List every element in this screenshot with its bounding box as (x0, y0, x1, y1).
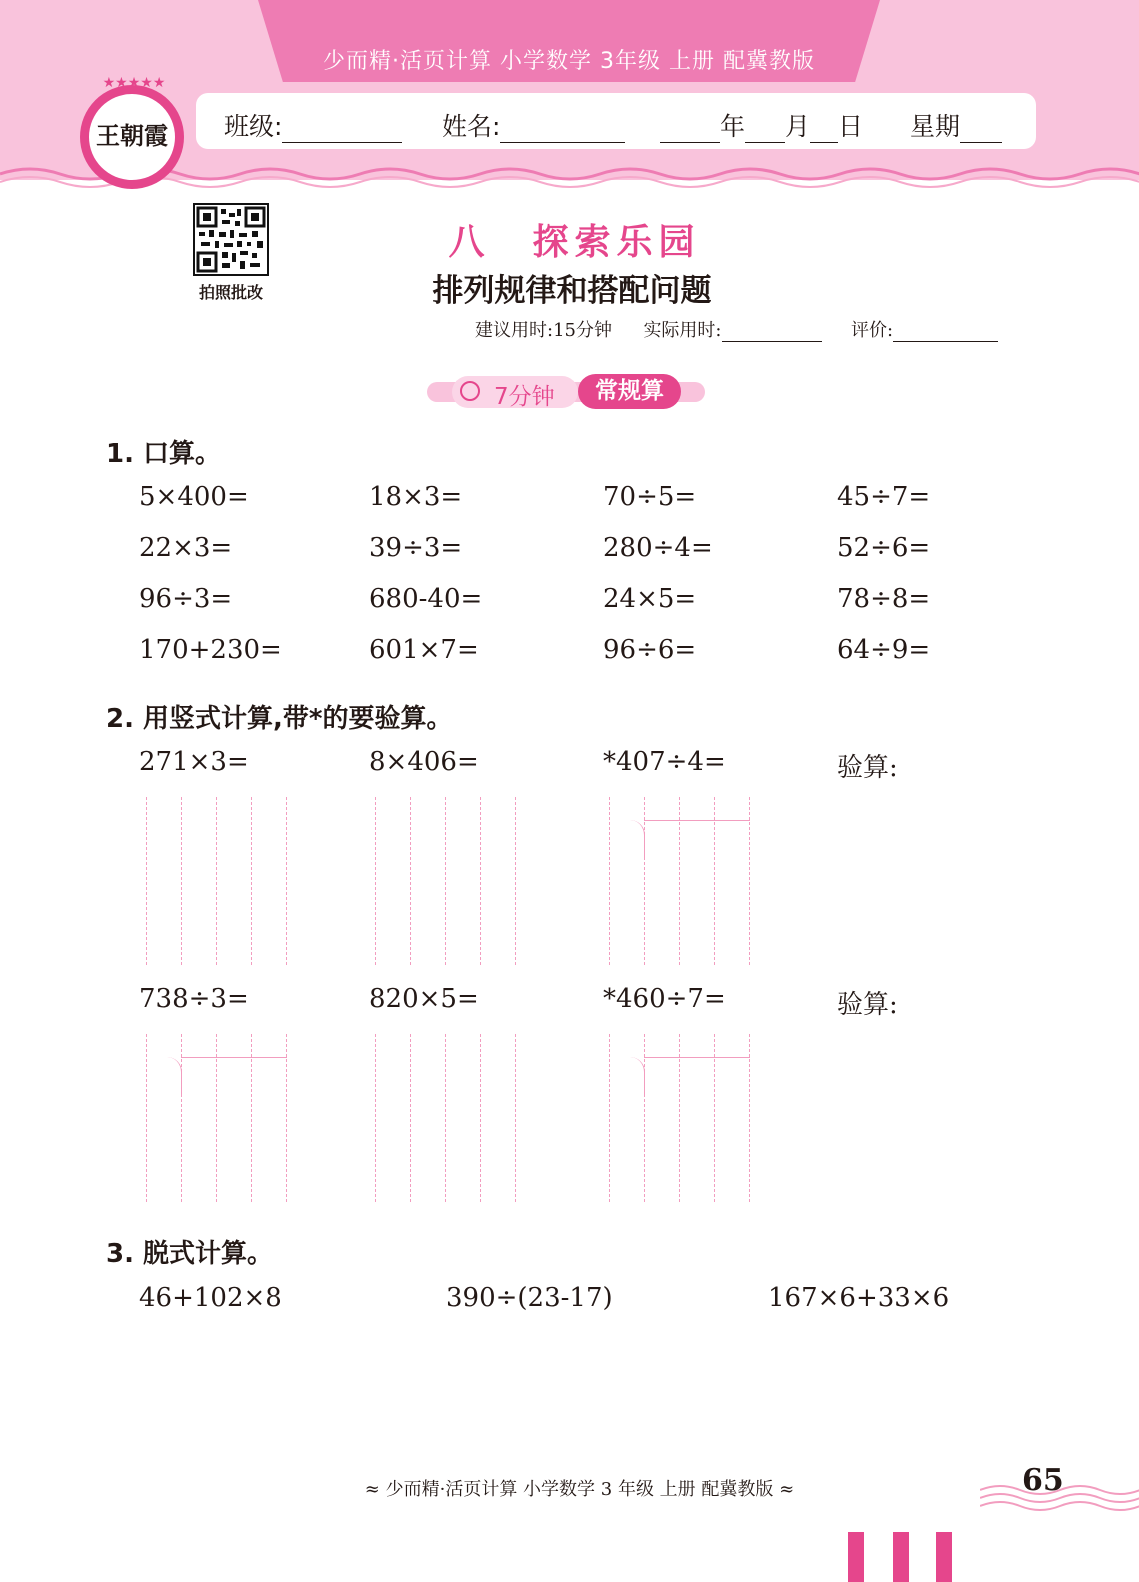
lesson-title: 排列规律和搭配问题 (432, 273, 712, 309)
clock-icon (460, 381, 480, 401)
oral-problem: 96÷3= (139, 584, 233, 614)
weekday-blank[interactable] (960, 116, 1002, 143)
section1-title: 1. 口算。 (106, 439, 222, 469)
section3-title: 3. 脱式计算。 (106, 1239, 274, 1269)
vertical-problem: 271×3= (139, 747, 249, 777)
stepwise-problem: 390÷(23-17) (446, 1283, 613, 1313)
month-blank[interactable] (745, 116, 785, 143)
name-label: 姓名: (442, 112, 501, 141)
star-icon: ★ (152, 75, 166, 91)
qr-label: 拍照批改 (198, 283, 263, 302)
time-row (475, 316, 998, 342)
oral-problem: 70÷5= (603, 482, 697, 512)
actual-time-blank[interactable] (722, 321, 822, 342)
page-number: 65 (1022, 1463, 1064, 1498)
month-label: 月 (785, 112, 811, 141)
oral-problem: 78÷8= (837, 584, 931, 614)
vertical-problem: 8×406= (369, 747, 479, 777)
date-field[interactable] (660, 107, 863, 143)
star-icon: ★ (102, 75, 116, 91)
vertical-problem: *460÷7= (603, 984, 726, 1014)
oral-problem: 170+230= (139, 635, 282, 665)
page-tab-bar (936, 1532, 952, 1582)
oral-problem: 52÷6= (837, 533, 931, 563)
day-label: 日 (838, 112, 864, 141)
unit-title: 八 探索乐园 (448, 222, 701, 263)
oral-problem: 18×3= (369, 482, 463, 512)
star-icon: ★ (115, 75, 128, 91)
vertical-problem: 738÷3= (139, 984, 249, 1014)
series-title: 少而精·活页计算 小学数学 3年级 上册 配冀教版 (323, 49, 815, 74)
year-blank[interactable] (660, 116, 720, 143)
page-tab-bar (848, 1532, 864, 1582)
rating-blank[interactable] (893, 321, 998, 342)
class-field[interactable] (224, 107, 402, 143)
check-label: 验算: (837, 990, 898, 1020)
oral-problem: 22×3= (139, 533, 233, 563)
class-blank[interactable] (282, 116, 402, 143)
star-icon: ★ (127, 75, 141, 91)
year-label: 年 (720, 112, 746, 141)
class-label: 班级: (224, 112, 283, 141)
suggested-time: 建议用时:15分钟 (475, 320, 612, 341)
vertical-problem: 820×5= (369, 984, 479, 1014)
oral-problem: 64÷9= (837, 635, 931, 665)
actual-time-label: 实际用时: (643, 320, 722, 341)
stepwise-problem: 167×6+33×6 (768, 1283, 950, 1313)
badge-tag: 常规算 (578, 374, 681, 409)
rating-label: 评价: (850, 320, 894, 341)
page-tab-bar (893, 1532, 909, 1582)
vertical-problem: *407÷4= (603, 747, 726, 777)
weekday-field[interactable] (910, 107, 1002, 143)
footer-series: ≈ 少而精·活页计算 小学数学 3 年级 上册 配冀教版 ≈ (364, 1479, 795, 1500)
section2-title: 2. 用竖式计算,带*的要验算。 (106, 704, 453, 734)
oral-problem: 601×7= (369, 635, 479, 665)
logo-stars (92, 72, 176, 91)
check-label: 验算: (837, 753, 898, 783)
oral-problem: 39÷3= (369, 533, 463, 563)
oral-problem: 96÷6= (603, 635, 697, 665)
oral-problem: 24×5= (603, 584, 697, 614)
day-blank[interactable] (810, 116, 838, 143)
logo-text: 王朝霞 (96, 121, 168, 150)
oral-problem: 45÷7= (837, 482, 931, 512)
oral-problem: 680-40= (369, 584, 483, 614)
oral-problem: 5×400= (139, 482, 249, 512)
name-field[interactable] (442, 107, 625, 143)
oral-problem: 280÷4= (603, 533, 713, 563)
star-icon: ★ (140, 75, 153, 91)
badge-time: 7分钟 (494, 384, 555, 410)
name-blank[interactable] (500, 116, 625, 143)
weekday-label: 星期 (910, 112, 961, 141)
stepwise-problem: 46+102×8 (139, 1283, 282, 1313)
